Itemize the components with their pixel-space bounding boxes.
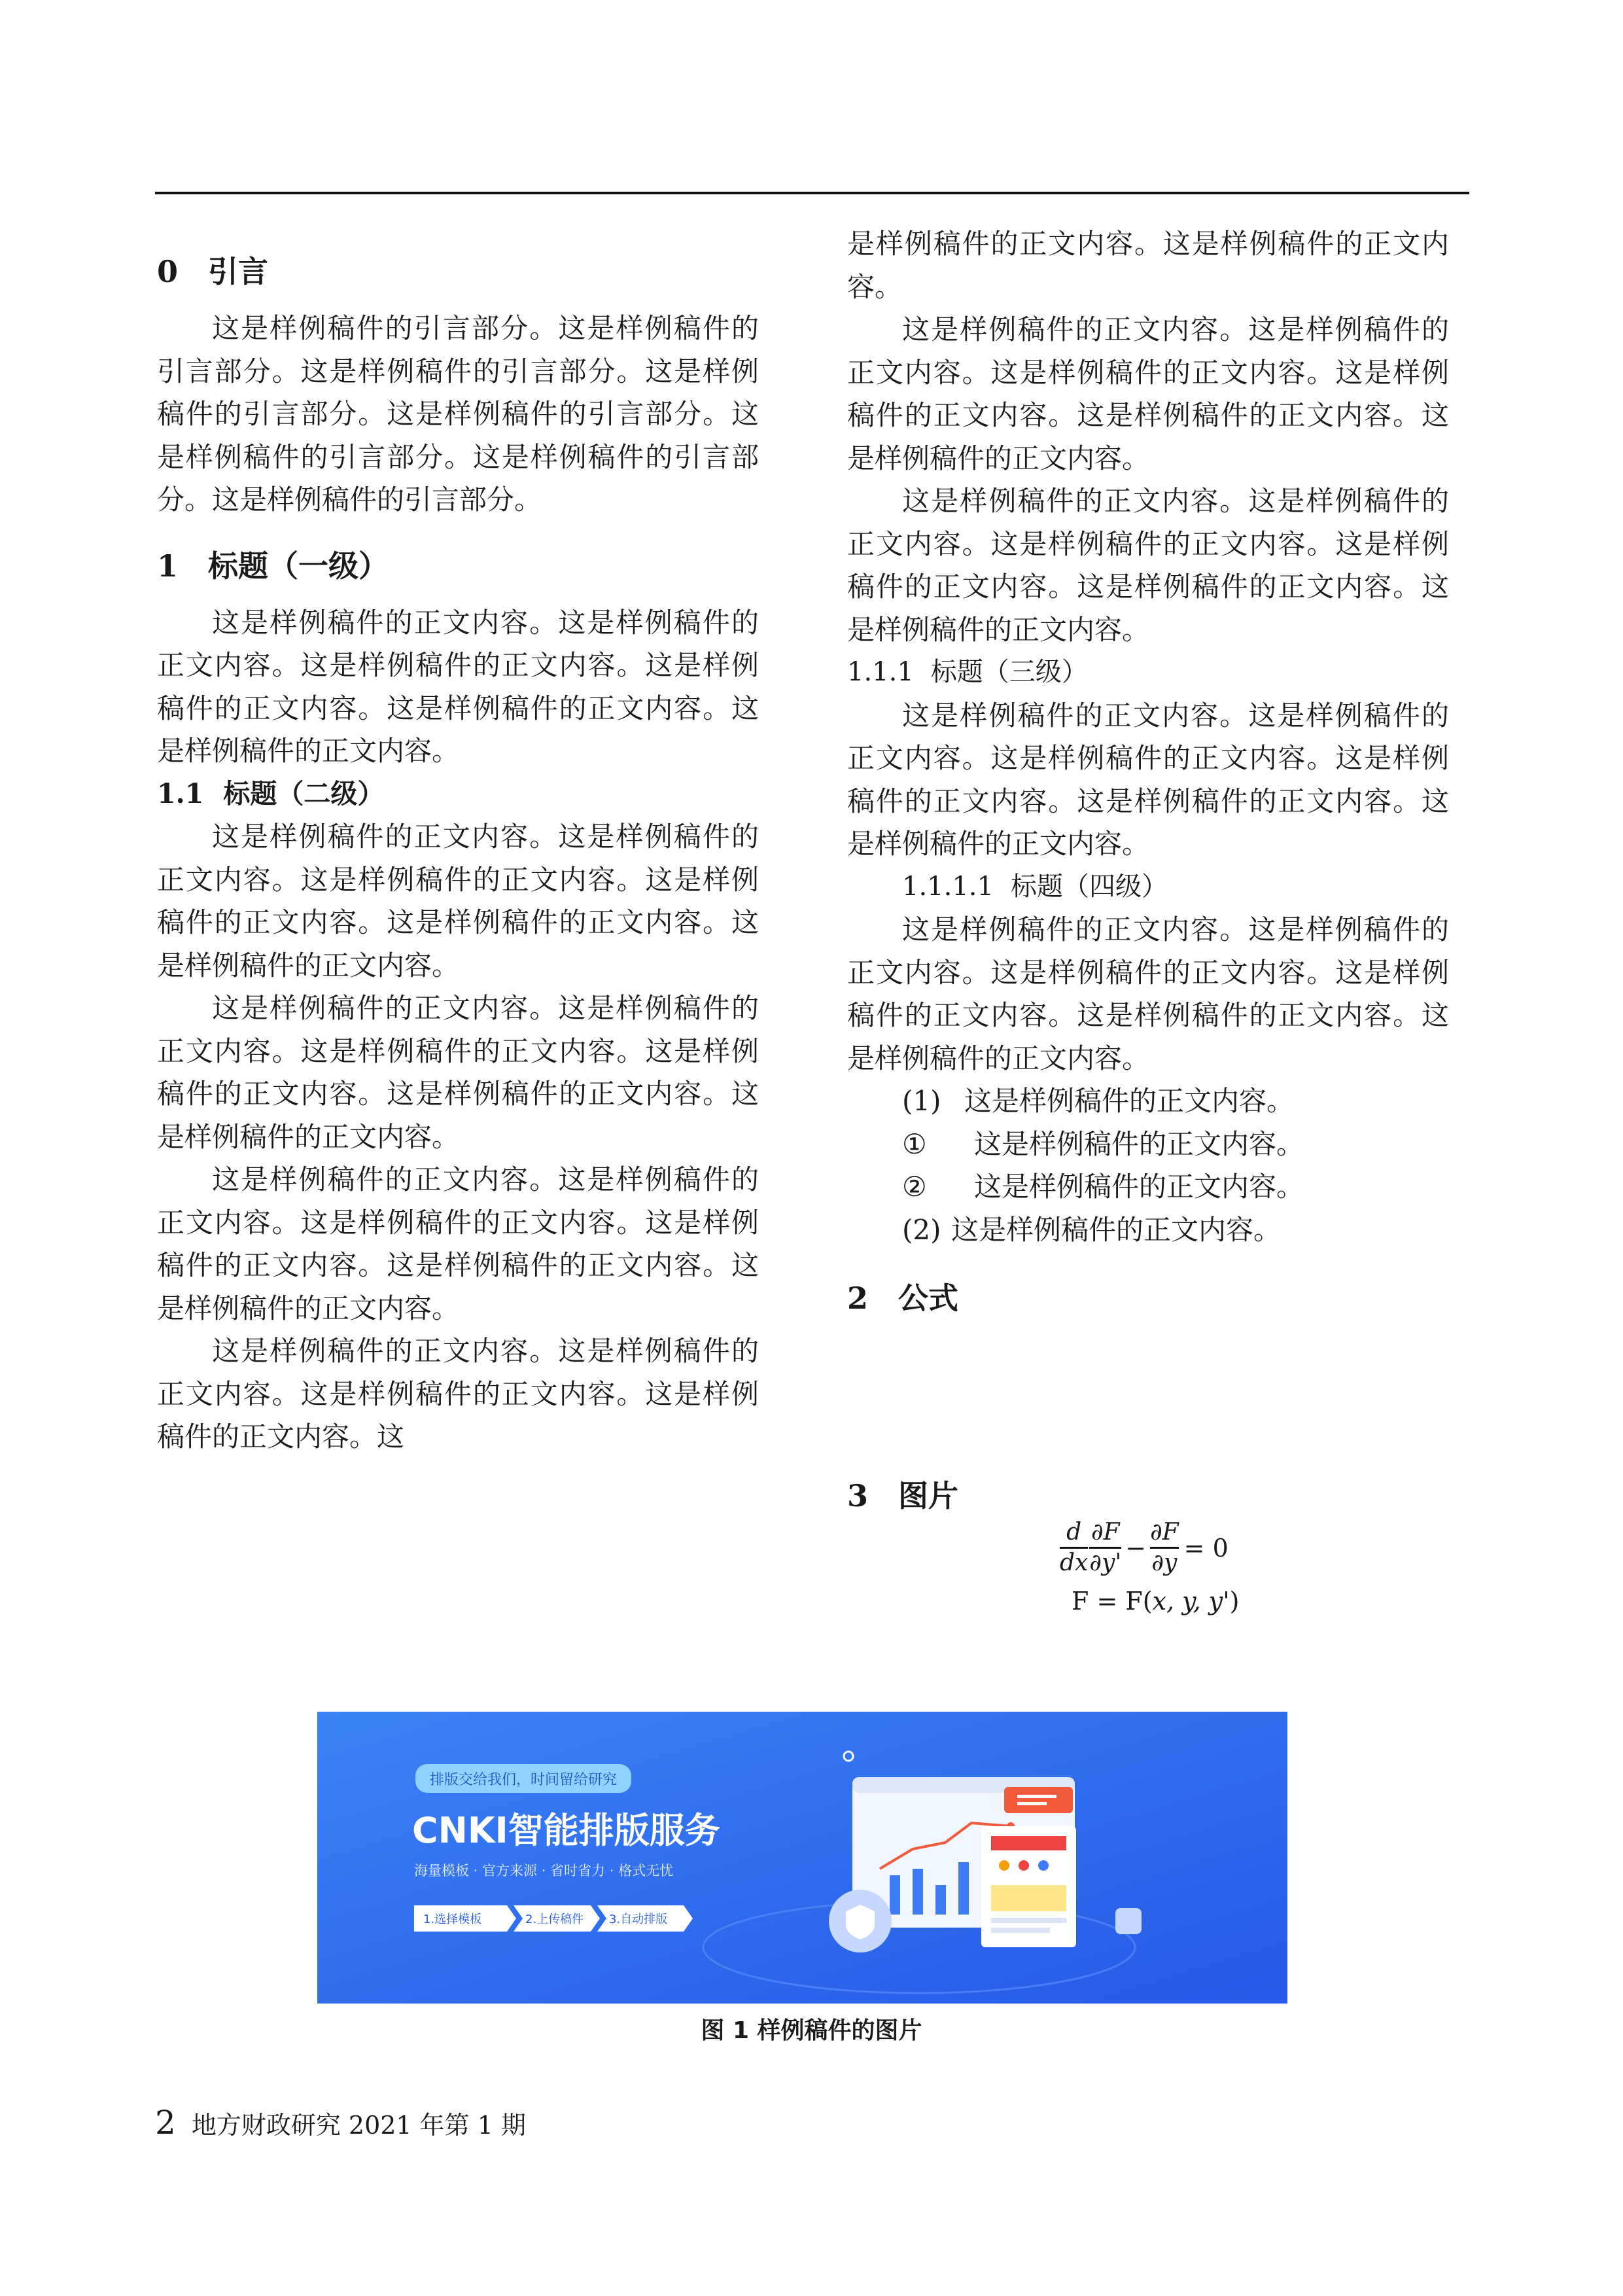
- banner-title: CNKI智能排版服务: [412, 1810, 720, 1851]
- body-paragraph: 这是样例稿件的正文内容。这是样例稿件的正文内容。这是样例稿件的正文内容。这是样例稿件的正文内容。这是样例稿件的正文内容。这是样例稿件的正文内容。: [847, 699, 1449, 860]
- list-marker: (2): [902, 1213, 941, 1246]
- step-2: 2.上传稿件: [525, 1913, 584, 1926]
- section-heading-0: [157, 252, 759, 291]
- fraction: [1060, 1518, 1088, 1578]
- list-marker: ①: [902, 1127, 927, 1160]
- fraction: [1150, 1518, 1179, 1578]
- body-paragraph: 这是样例稿件的正文内容。这是样例稿件的正文内容。这是样例稿件的正文内容。这是样例稿件的正文内容。这是样例稿件的正文内容。这是样例稿件的正文内容。: [157, 1163, 759, 1324]
- list-item: [902, 1165, 1449, 1209]
- section-number: 0: [157, 254, 179, 289]
- equation-1: [1060, 1518, 1269, 1578]
- eq-rhs: ): [1229, 1587, 1240, 1616]
- list-text: 这是样例稿件的正文内容。: [951, 1213, 1282, 1246]
- section-title: 引言: [208, 254, 269, 289]
- subsection-heading-1-1: [157, 773, 759, 816]
- header-rule: [155, 192, 1469, 194]
- section-heading-1: [157, 546, 759, 586]
- heading-title: 标题（四级）: [1010, 871, 1168, 902]
- page-footer: [155, 2104, 526, 2142]
- list-marker: ②: [902, 1171, 927, 1203]
- eq-args: x, y, y': [1152, 1587, 1230, 1616]
- heading-title: 标题（三级）: [930, 657, 1088, 687]
- section-number: 2: [847, 1280, 869, 1316]
- journal-name: 地方财政研究 2021 年第 1 期: [191, 2111, 527, 2140]
- body-paragraph: 这是样例稿件的正文内容。这是样例稿件的正文内容。这是样例稿件的正文内容。这是样例稿件的正文内容。这是样例稿件的正文内容。这是样例稿件的正文内容。: [847, 313, 1449, 474]
- section-heading-3: [847, 1476, 1449, 1515]
- numerator: ∂F: [1091, 1519, 1120, 1545]
- section-number: 3: [847, 1478, 869, 1513]
- banner-background: [317, 1712, 1287, 2004]
- section-heading-2: [847, 1279, 1449, 1318]
- equals-zero: = 0: [1183, 1533, 1229, 1563]
- banner-tagline: 排版交给我们，时间留给研究: [430, 1772, 618, 1788]
- minus-sign: −: [1125, 1533, 1147, 1563]
- intro-paragraph: 这是样例稿件的引言部分。这是样例稿件的引言部分。这是样例稿件的引言部分。这是样例稿件的引言部分。这是样例稿件的引言部分。这是样例稿件的引言部分。这是样例稿件的引言部分。这是样例稿件的引言部分。: [157, 312, 759, 516]
- right-column: [847, 222, 1449, 1531]
- denominator: ∂y': [1089, 1549, 1122, 1576]
- body-paragraph: 这是样例稿件的正文内容。这是样例稿件的正文内容。这是样例稿件的正文内容。这是样例稿件的正文内容。这是样例稿件的正文内容。这是样例稿件的正文内容。: [847, 913, 1449, 1074]
- banner-features: 海量模板 · 官方来源 · 省时省力 · 格式无忧: [414, 1863, 674, 1879]
- body-paragraph: 这是样例稿件的正文内容。这是样例稿件的正文内容。这是样例稿件的正文内容。这是样例稿件的正文内容。这是样例稿件的正文内容。这是样例稿件的正文内容。: [847, 485, 1449, 646]
- equation-2: [1060, 1587, 1269, 1616]
- fraction: [1089, 1518, 1121, 1578]
- step-3: 3.自动排版: [609, 1913, 668, 1926]
- body-paragraph: 这是样例稿件的正文内容。这是样例稿件的正文内容。这是样例稿件的正文内容。这是样例稿件的正文内容。这是样例稿件的正文内容。这是样例稿件的正文内容。: [157, 992, 759, 1153]
- section-title: 标题（一级）: [208, 548, 389, 584]
- numerator: ∂F: [1150, 1519, 1179, 1545]
- body-paragraph: 这是样例稿件的正文内容。这是样例稿件的正文内容。这是样例稿件的正文内容。这是样例稿件的正文内容。这是样例稿件的正文内容。这是样例稿件的正文内容。: [157, 606, 759, 767]
- list-text: 这是样例稿件的正文内容。: [974, 1171, 1304, 1203]
- body-paragraph: 这是样例稿件的正文内容。这是样例稿件的正文内容。这是样例稿件的正文内容。这是样例稿件的正文内容。这: [157, 1335, 759, 1453]
- denominator: ∂y: [1151, 1549, 1178, 1576]
- step-1: 1.选择模板: [423, 1913, 482, 1926]
- section-number: 1: [157, 548, 179, 584]
- list-text: 这是样例稿件的正文内容。: [964, 1085, 1295, 1117]
- section-title: 图片: [898, 1478, 959, 1513]
- subsection-number: 1.1: [157, 777, 204, 809]
- banner-steps: [414, 1905, 693, 1932]
- subsection-title: 标题（二级）: [223, 777, 385, 809]
- equation-block: [1060, 1518, 1269, 1616]
- heading-1-1-1-1: [902, 866, 1449, 909]
- figure-image: [317, 1712, 1287, 2004]
- heading-number: 1.1.1: [847, 657, 914, 687]
- heading-number: 1.1.1.1: [902, 871, 994, 902]
- list-item: [902, 1080, 1449, 1123]
- left-column: [157, 222, 759, 1458]
- list-marker: (1): [902, 1085, 941, 1117]
- list-item: [902, 1209, 1449, 1252]
- body-paragraph-continued: 是样例稿件的正文内容。这是样例稿件的正文内容。: [847, 228, 1449, 303]
- eq-lhs: F = F(: [1072, 1587, 1153, 1616]
- figure-caption: 图 1 样例稿件的图片: [701, 2017, 922, 2044]
- page-number: 2: [155, 2104, 176, 2142]
- numerator: d: [1066, 1519, 1082, 1545]
- list-item: [902, 1123, 1449, 1166]
- list-text: 这是样例稿件的正文内容。: [974, 1127, 1304, 1160]
- denominator: dx: [1060, 1549, 1089, 1576]
- section-title: 公式: [898, 1280, 959, 1316]
- body-paragraph: 这是样例稿件的正文内容。这是样例稿件的正文内容。这是样例稿件的正文内容。这是样例稿件的正文内容。这是样例稿件的正文内容。这是样例稿件的正文内容。: [157, 821, 759, 981]
- subsubsection-heading-1-1-1: [847, 651, 1449, 694]
